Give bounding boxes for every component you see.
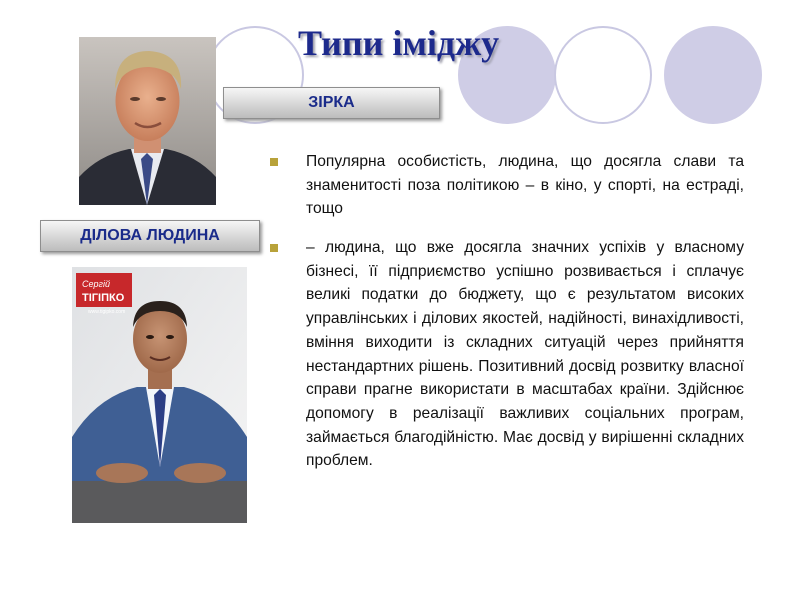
business-portrait-photo — [72, 267, 247, 523]
bullet-business-description — [270, 236, 744, 473]
slide-title: Типи іміджу — [298, 23, 500, 63]
poster-last-name: ТІГІПКО — [82, 292, 125, 304]
decorative-circle-3 — [554, 26, 652, 124]
bullet-text: Популярна особистість, людина, що досягла слави та знаменитості поза політикою – в кіно, у спорті, на естраді, тощо — [306, 153, 744, 218]
poster-first-name: Сергій — [82, 279, 110, 289]
bullet-marker-icon — [270, 244, 278, 252]
bullet-marker-icon — [270, 158, 278, 166]
bullet-text: – людина, що вже досягла значних успіхів у власному бізнесі, її підприємство успішно розвивається і сплачує великі податки до бюджету, що є результатом високих управлінських і ділових якостей, надійності, винахідливості, вміння виходити із складних ситуацій через прийняття нестандартних рішень. Позитивний досвід розвитку власної справи прагне використати в масштабах країни. Здійснює допомогу в реалізації важливих соціальних програм, займається благодійністю. Має досвід у вирішенні складних проблем. — [306, 239, 744, 470]
decorative-circle-4 — [664, 26, 762, 124]
star-type-label: ЗІРКА — [223, 87, 440, 119]
star-portrait-photo — [79, 37, 216, 205]
business-type-label: ДІЛОВА ЛЮДИНА — [40, 220, 260, 252]
poster-website: www.tigipko.com — [88, 309, 126, 315]
bullet-star-description — [270, 150, 744, 221]
